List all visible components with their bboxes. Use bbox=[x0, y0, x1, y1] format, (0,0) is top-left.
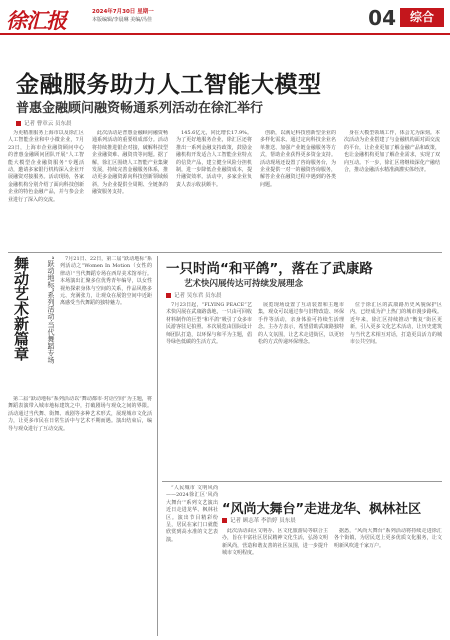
issue-date: 2024年7月30日 星期一 bbox=[92, 9, 154, 15]
community-byline-text: 记者 顾志革 李浩婷 员东晨 bbox=[230, 518, 296, 524]
lead-headline: 金融服务助力人工智能大模型 bbox=[16, 72, 322, 98]
masthead-rule bbox=[0, 33, 450, 35]
lead-text-3: 145.6亿元，同比增长17.9%。为了更好地服务企业，徐汇区还将推出一系列金融支持政策，鼓励金融机构开发适合人工智能企业特点的信贷产品，建立健全风险分担机制，进一步降低企业融资成本，提升融资效率。活动中，多家企业负责人表示收获颇丰。 bbox=[176, 130, 252, 188]
market-column-3 bbox=[350, 302, 442, 478]
lead-byline bbox=[16, 119, 72, 127]
community-column-2 bbox=[222, 528, 328, 636]
newspaper-logo: 徐汇报 bbox=[6, 8, 66, 33]
market-column-2 bbox=[258, 302, 344, 478]
market-subhead: 艺术快闪展传达可持续发展理念 bbox=[184, 279, 304, 289]
lead-column-5 bbox=[344, 130, 440, 250]
lead-text-1: 为更精准服务上海市以及徐汇区人工智能企业和中小微企业，7月23日，上海市企业融资顾问中心的普惠金融顾问团队开展“人工智能大模型企业融资服务”专题活动，邀请多家银行机构深入企业开展融资对接服务。活动现场，各家金融机构分别介绍了面向科技创新企业的特色金融产品，并与参会企业进行了深入的交流。 bbox=[8, 130, 84, 203]
lead-text-5: 身在大模型领域工作，体会尤为深刻。本次活动为企业搭建了与金融机构面对面交流的平台，让企业更加了解金融产品和政策，也让金融机构更加了解企业需求，实现了双向互动。下一步，徐汇区将继续深化产融结合，推动金融活水精准滴灌实体经济。 bbox=[344, 130, 440, 174]
market-text-1: 7月23日起，“FLYING PEACE”艺术快闪展在武康路落地，一只由可回收材料制作的巨型“和平鸽”吸引了众多市民游客驻足拍照。本次展览由国际设计师团队打造，以环保与和平为主题，倡导绿色低碳的生活方式。 bbox=[166, 302, 252, 346]
market-column-1 bbox=[166, 302, 252, 478]
byline-marker-icon bbox=[222, 518, 227, 523]
masthead-info bbox=[92, 8, 154, 24]
lead-text-2: 此次活动是普惠金融顾问融资畅通系列活动的重要组成部分。活动将持续推进银企对接，破解科技型企业融资难、融资贵等问题。据了解，徐汇区围绕人工智能产业集聚发展，持续完善金融服务体系，推动更多金融资源向科技创新领域倾斜，为企业提供全周期、全链条的融资服务支持。 bbox=[92, 130, 168, 196]
community-column-3 bbox=[334, 528, 442, 636]
article-divider bbox=[162, 481, 442, 482]
lead-text-4: 创新，以满足科技创新型企业的多样化需求。通过定向科技企业名单推送、加强产业链金融服务等方式，帮助企业获得更多资金支持。活动现场还设置了咨询服务台，为企业提供一对一的融资咨询服务，解答企业在融资过程中遇到的各类问题。 bbox=[260, 130, 336, 188]
column-divider bbox=[157, 256, 158, 636]
market-byline bbox=[166, 291, 222, 299]
art-column-b bbox=[8, 396, 152, 636]
community-text-1: “人民城市 文明风尚——2024徐汇区‘风尚大舞台’”系列文艺演出近日走进龙华、枫林社区。演出节目精彩纷呈，居民在家门口就能欣赏到高水准的文艺表演。 bbox=[166, 485, 218, 543]
art-vertical-title: 舞动艺术新篇章 bbox=[12, 256, 30, 361]
community-text-2: 此次活动由区文明办、区文化旅游局等联合主办，旨在丰富社区居民精神文化生活，弘扬文明新风尚，营造和谐友善的社区氛围，进一步提升城市文明程度。 bbox=[222, 528, 328, 557]
lead-column-4 bbox=[260, 130, 336, 250]
art-text-b: 第二届“跃动地标”系列活动以“舞动都市·对话空间”为主题，将舞蹈表演带入城市地标建筑之中，打破剧场与观众之间的界限。活动通过当代舞、街舞、戏剧等多种艺术形式，展现城市文化活力，让更多市民在日常生活中与艺术不期而遇。演出结束后，编导与观众进行了互动交流。 bbox=[8, 396, 152, 432]
lead-column-1 bbox=[8, 130, 84, 250]
lead-subhead: 普惠金融顾问融资畅通系列活动在徐汇举行 bbox=[16, 101, 264, 116]
community-byline bbox=[222, 516, 296, 524]
community-text-3: 据悉，“风尚大舞台”系列活动将持续走进徐汇各个街镇，为居民送上更多优质文化服务，让文明新风吹进千家万户。 bbox=[334, 528, 442, 549]
byline-marker-icon bbox=[166, 293, 171, 298]
lead-column-3 bbox=[176, 130, 252, 250]
lead-byline-text: 记者 曹章云 员东晨 bbox=[24, 121, 72, 127]
byline-marker-icon bbox=[16, 121, 21, 126]
market-headline: 一只时尚“和平鸽”，落在了武康路 bbox=[166, 261, 373, 277]
art-column-a bbox=[60, 256, 152, 392]
art-text-a: 7月21日、22日，第二届“跃动地标”系列活动之“Women In Motion（女性的律动）”当代舞蹈专场在西岸美术馆举行。本场演出汇聚多位优秀青年编导，以女性视角探索身体与空间的关系，作品风格多元、充满张力，让观众在展馆空间中近距离感受当代舞蹈的独特魅力。 bbox=[60, 256, 152, 307]
art-vertical-subtitle: “跃动地标”系列活动·当代舞蹈专场 bbox=[47, 256, 55, 364]
page-number: 04 bbox=[368, 6, 396, 30]
community-column-1 bbox=[166, 485, 218, 635]
market-text-2: 展览现场设置了互动装置和主题市集，观众可以通过参与旧物改造、环保手作等活动，亲身体验可持续生活理念。主办方表示，希望借助武康路独特的人文氛围，让艺术走进街区，以更轻松的方式传递环保理念。 bbox=[258, 302, 344, 346]
market-byline-text: 记者 吴东君 员东晨 bbox=[174, 293, 222, 299]
market-text-3: 位于徐汇区的武康路历史风貌保护区内，已经成为沪上热门的城市漫步路线。近年来，徐汇区持续推动“衡复”街区更新，引入更多文化艺术活动，让历史建筑与当代艺术相互对话，打造更具活力的城市公共空间。 bbox=[350, 302, 442, 346]
community-headline: “风尚大舞台”走进龙华、枫林社区 bbox=[222, 502, 422, 517]
section-tag: 综合 bbox=[400, 8, 444, 27]
editor-line: 本版编辑/李晨琳 美编/冯佳 bbox=[92, 17, 152, 23]
section-divider bbox=[8, 252, 442, 253]
lead-column-2 bbox=[92, 130, 168, 250]
